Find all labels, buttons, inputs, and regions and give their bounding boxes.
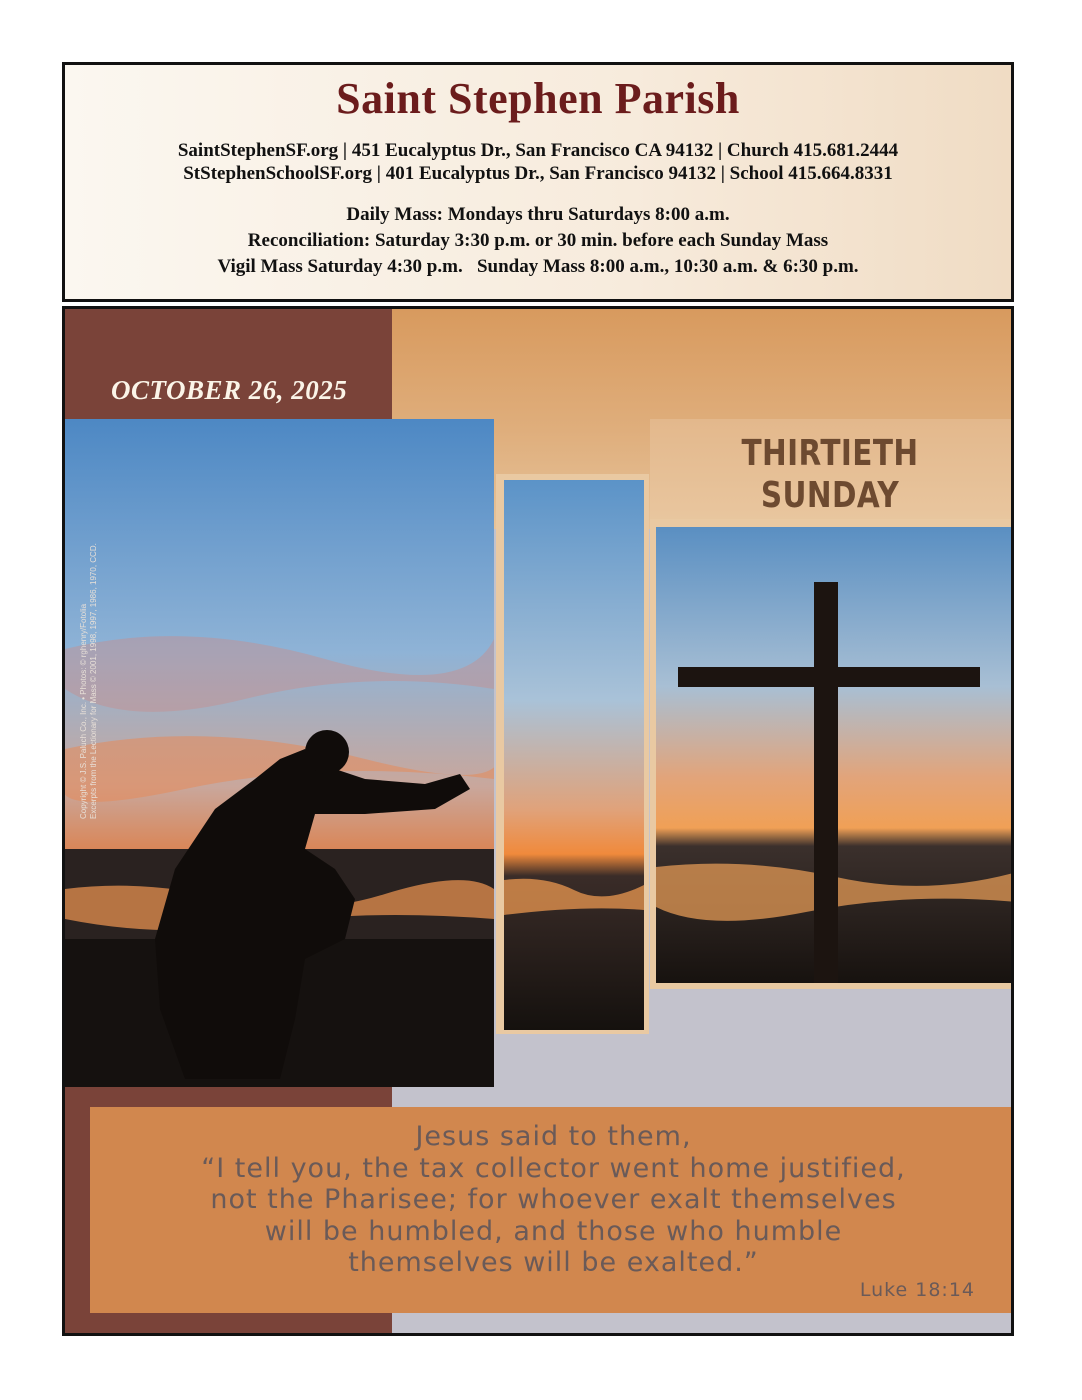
kneeling-prayer-photo [65,419,494,1087]
parish-title: Saint Stephen Parish [336,74,740,123]
copyright-line-1: Copyright © J.S. Paluch Co., Inc. • Photos: © rghenry/Fotolia [79,603,88,819]
gospel-quote [90,1121,1014,1279]
cover-panel [62,306,1014,1336]
church-contact-line: SaintStephenSF.org | 451 Eucalyptus Dr., San Francisco CA 94132 | Church 415.681.2444 [177,140,899,161]
copyright-notice [79,519,99,819]
sunday-title-line-1: THIRTIETH SUNDAY [741,433,919,516]
cross-sunset-photo [656,527,1014,983]
quote-line-2: “I tell you, the tax collector went home justified, [201,1152,906,1184]
sunday-mass-line: Vigil Mass Saturday 4:30 p.m. Sunday Mass 8:00 a.m., 10:30 a.m. & 6:30 p.m. [217,256,859,277]
reconciliation-line: Reconciliation: Saturday 3:30 p.m. or 30 min. before each Sunday Mass [247,230,829,251]
quote-line-3: not the Pharisee; for whoever exalt themselves [210,1184,897,1215]
bulletin-date: OCTOBER 26, 2025 [111,375,348,405]
parish-header [62,62,1014,302]
contact-info [65,139,1011,185]
gospel-quote-box [90,1107,1014,1313]
quote-line-1: Jesus said to them, [415,1121,692,1152]
mass-schedule [65,202,1011,280]
copyright-line-2: Excerpts from the Lectionary for Mass © 2001, 1998, 1997, 1986, 1970, CCD. [89,543,98,819]
daily-mass-line: Daily Mass: Mondays thru Saturdays 8:00 a.m. [346,204,730,225]
scripture-reference: Luke 18:14 [859,1279,975,1301]
sunset-strip-photo [504,480,644,1030]
school-contact-line: StStephenSchoolSF.org | 401 Eucalyptus Dr., San Francisco 94132 | School 415.664.8331 [183,163,893,184]
quote-line-4: will be humbled, and those who humble [264,1215,843,1247]
quote-line-5: themselves will be exalted.” [348,1247,759,1278]
